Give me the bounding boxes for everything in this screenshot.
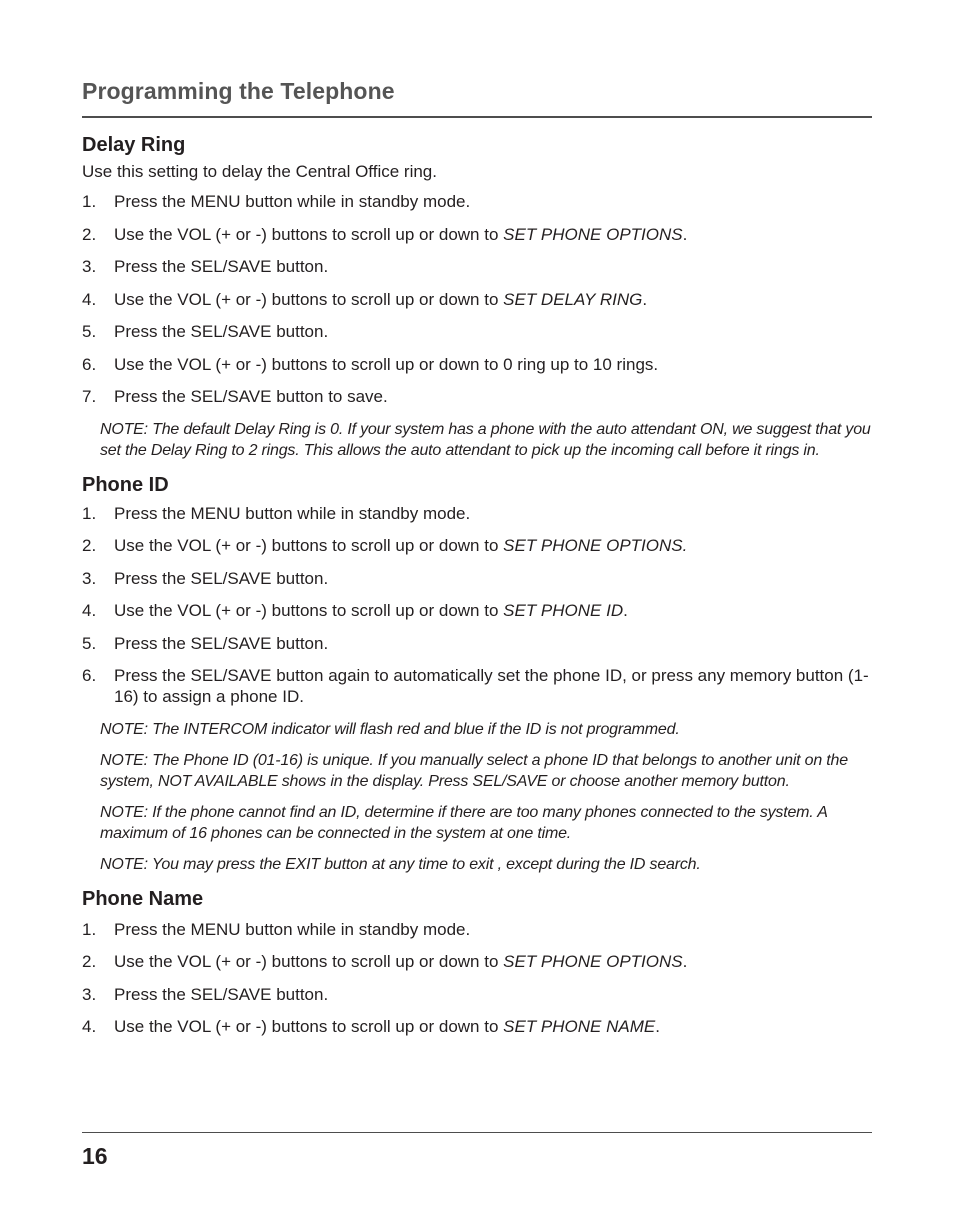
note-text: NOTE: You may press the EXIT button at any time to exit , except during the ID search. bbox=[100, 855, 701, 873]
step-item bbox=[82, 321, 872, 342]
step-text: Use the VOL (+ or -) buttons to scroll up or down to 0 ring up to 10 rings. bbox=[114, 354, 659, 374]
step-item bbox=[82, 289, 872, 310]
step-number: 3. bbox=[82, 568, 97, 588]
step-number: 5. bbox=[82, 322, 97, 341]
step-text: Press the SEL/SAVE button. bbox=[114, 568, 329, 588]
page-content bbox=[82, 131, 872, 1049]
section-phone-name bbox=[82, 885, 872, 1038]
step-number: 3. bbox=[82, 257, 97, 276]
step-text: Press the SEL/SAVE button. bbox=[114, 633, 329, 653]
step-text: Press the MENU button while in standby mode. bbox=[114, 503, 471, 523]
step-text: Use the VOL (+ or -) buttons to scroll up or down to bbox=[114, 536, 504, 555]
step-text: Use the VOL (+ or -) buttons to scroll up or down to bbox=[114, 952, 504, 971]
step-number: 1. bbox=[82, 503, 97, 523]
step-text: Press the MENU button while in standby mode. bbox=[114, 919, 471, 939]
step-menu-option: SET PHONE OPTIONS bbox=[503, 952, 683, 971]
step-item bbox=[82, 224, 872, 245]
step-item bbox=[82, 633, 872, 654]
note-text: NOTE: The Phone ID (01-16) is unique. If you manually select a phone ID that belongs to another unit on the system, NOT AVAILABLE shows in the display. Press SEL/SAVE or choose another memory button. bbox=[100, 751, 848, 790]
step-number: 6. bbox=[82, 666, 97, 685]
step-text-tail: . bbox=[623, 601, 628, 620]
notes bbox=[82, 419, 872, 461]
step-number: 1. bbox=[82, 919, 97, 939]
step-item bbox=[82, 535, 872, 556]
step-item bbox=[82, 386, 872, 407]
step-menu-option: SET PHONE NAME bbox=[503, 1017, 656, 1036]
note-text: NOTE: The INTERCOM indicator will flash red and blue if the ID is not programmed. bbox=[100, 720, 680, 738]
step-text-tail: . bbox=[655, 1017, 660, 1036]
step-number: 2. bbox=[82, 224, 97, 244]
step-item bbox=[82, 354, 872, 375]
step-text: Press the SEL/SAVE button to save. bbox=[114, 387, 388, 406]
step-text-tail: . bbox=[682, 952, 688, 971]
step-number: 4. bbox=[82, 289, 97, 309]
step-number: 6. bbox=[82, 354, 97, 374]
step-number: 4. bbox=[82, 601, 97, 620]
step-text: Press the SEL/SAVE button. bbox=[114, 984, 329, 1004]
step-text: Press the SEL/SAVE button. bbox=[114, 322, 329, 341]
step-menu-option: SET PHONE OPTIONS bbox=[503, 224, 683, 244]
step-item bbox=[82, 600, 872, 621]
section-phone-id bbox=[82, 471, 872, 875]
steps-list bbox=[82, 503, 872, 708]
step-text: Use the VOL (+ or -) buttons to scroll up or down to bbox=[114, 289, 504, 309]
step-item bbox=[82, 256, 872, 277]
step-number: 7. bbox=[82, 387, 97, 406]
step-number: 3. bbox=[82, 984, 97, 1004]
step-text: Press the MENU button while in standby mode. bbox=[114, 192, 471, 211]
step-text-tail: . bbox=[682, 224, 688, 244]
step-number: 2. bbox=[82, 536, 97, 555]
step-text: Use the VOL (+ or -) buttons to scroll up or down to bbox=[114, 1017, 504, 1036]
header-divider bbox=[82, 116, 872, 118]
step-number: 5. bbox=[82, 633, 97, 653]
section-title: Phone Name bbox=[82, 887, 204, 910]
step-item bbox=[82, 984, 872, 1005]
step-menu-option: SET PHONE OPTIONS. bbox=[503, 536, 688, 555]
step-number: 4. bbox=[82, 1017, 97, 1036]
section-intro: Use this setting to delay the Central Office ring. bbox=[82, 162, 437, 181]
step-item bbox=[82, 503, 872, 524]
step-text: Use the VOL (+ or -) buttons to scroll up or down to bbox=[114, 601, 504, 620]
note-text: NOTE: If the phone cannot find an ID, determine if there are too many phones connected to the system. A maximum of 16 phones can be connected in the system at one time. bbox=[100, 803, 828, 842]
section-title: Delay Ring bbox=[82, 134, 186, 156]
step-number: 1. bbox=[82, 192, 97, 211]
step-text: Press the SEL/SAVE button. bbox=[114, 257, 329, 276]
step-item bbox=[82, 951, 872, 972]
steps-list bbox=[82, 919, 872, 1038]
page-number: 16 bbox=[82, 1143, 108, 1169]
step-text-tail: . bbox=[642, 289, 648, 309]
step-item bbox=[82, 568, 872, 589]
step-text: Press the SEL/SAVE button again to automatically set the phone ID, or press any memory button (1-16) to assign a phone ID. bbox=[114, 666, 869, 706]
step-item bbox=[82, 1016, 872, 1037]
step-text: Use the VOL (+ or -) buttons to scroll up or down to bbox=[114, 224, 504, 244]
notes bbox=[82, 719, 872, 875]
section-delay-ring bbox=[82, 131, 872, 461]
page-header-title: Programming the Telephone bbox=[82, 78, 395, 104]
step-item bbox=[82, 191, 872, 212]
note-text: NOTE: The default Delay Ring is 0. If your system has a phone with the auto attendant ON, we suggest that you set the Delay Ring to 2 rings. This allows the auto attendant to pick up the incoming call before it rings in. bbox=[100, 420, 871, 459]
footer-divider bbox=[82, 1132, 872, 1133]
step-number: 2. bbox=[82, 952, 97, 971]
section-title: Phone ID bbox=[82, 473, 169, 496]
step-item bbox=[82, 665, 872, 707]
step-menu-option: SET PHONE ID bbox=[503, 601, 624, 620]
step-menu-option: SET DELAY RING bbox=[503, 289, 643, 309]
step-item bbox=[82, 919, 872, 940]
steps-list bbox=[82, 191, 872, 407]
